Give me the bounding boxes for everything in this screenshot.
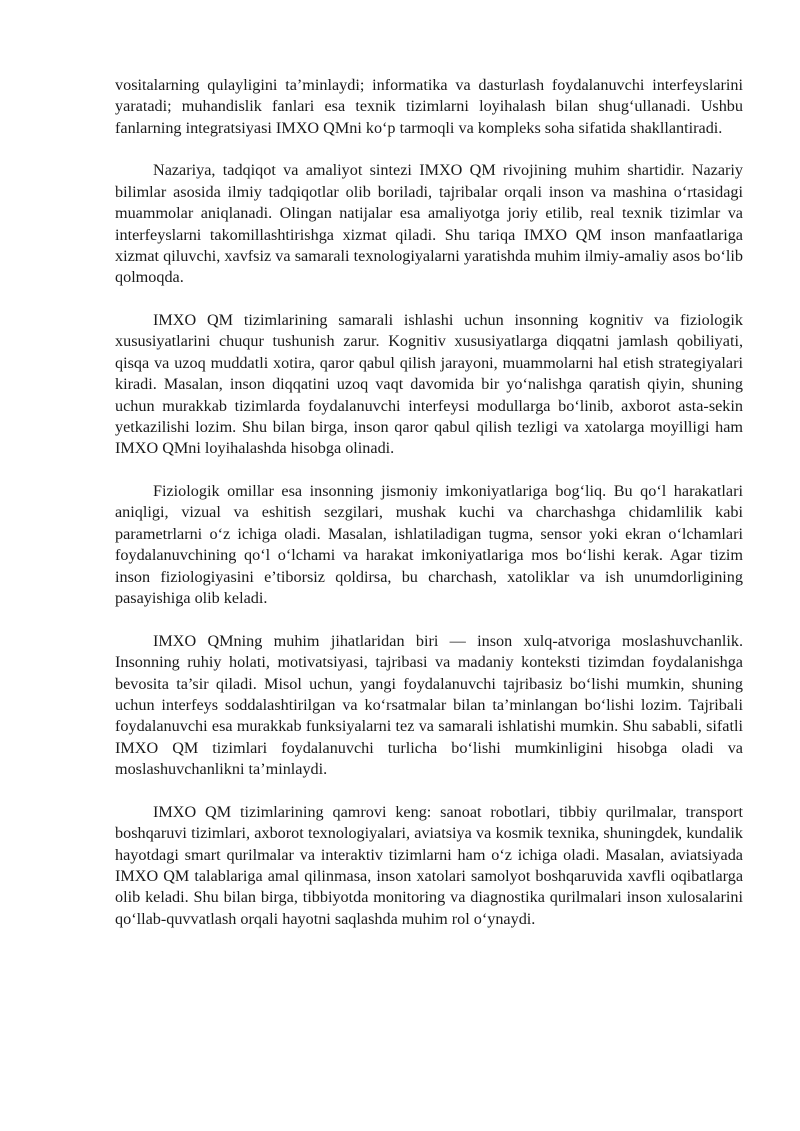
paragraph-theory-research-practice: Nazariya, tadqiqot va amaliyot sintezi IMXO QM rivojining muhim shartidir. Nazariy bilimlar asosida ilmiy tadqiqotlar olib boriladi, tajribalar orqali inson va mashina o‘rtasidagi muammolar aniqlanadi. Olingan natijalar esa amaliyotga joriy etilib, real texnik tizimlar va interfeyslarni takomillashtirishga xizmat qiladi. Shu tariqa IMXO QM inson manfaatlariga xizmat qiluvchi, xavfsiz va samarali texnologiyalarni yaratishda muhim ilmiy-amaliy asos bo‘lib qolmoqda. <box>115 161 743 287</box>
paragraph-application-scope: IMXO QM tizimlarining qamrovi keng: sanoat robotlari, tibbiy qurilmalar, transport boshqaruvi tizimlari, axborot texnologiyalari, aviatsiya va kosmik texnika, shuningdek, kundalik hayotdagi smart qurilmalar va interaktiv tizimlarni ham o‘z ichiga oladi. Masalan, aviatsiyada IMXO QM talablariga amal qilinmasa, inson xatolari samolyot boshqaruvida xavfli oqibatlarga olib keladi. Shu bilan birga, tibbiyotda monitoring va diagnostika qurilmalari inson xulosalarini qo‘llab-quvvatlash orqali hayotni saqlashda muhim rol o‘ynaydi. <box>115 802 743 928</box>
paragraph-cognitive-features: IMXO QM tizimlarining samarali ishlashi uchun insonning kognitiv va fiziologik xususiyatlarini chuqur tushunish zarur. Kognitiv xususiyatlarga diqqatni jamlash qobiliyati, qisqa va uzoq muddatli xotira, qaror qabul qilish jarayoni, muammolarni hal etish strategiyalari kiradi. Masalan, inson diqqatini uzoq vaqt davomida bir yo‘nalishga qaratish qiyin, shuning uchun murakkab tizimlarda foydalanuvchi interfeysi modullarga bo‘linib, axborot asta-sekin yetkazilishi lozim. Shu bilan birga, inson qaror qabul qilish tezligi va xatolarga moyilligi ham IMXO QMni loyihalashda hisobga olinadi. <box>115 311 743 458</box>
document-body <box>115 75 743 951</box>
paragraph-continuation: vositalarning qulayligini ta’minlaydi; informatika va dasturlash foydalanuvchi interfeyslarini yaratadi; muhandislik fanlari esa texnik tizimlarni loyihalash bilan shug‘ullanadi. Ushbu fanlarning integratsiyasi IMXO QMni ko‘p tarmoqli va kompleks soha sifatida shakllantiradi. <box>115 76 743 137</box>
paragraph-physiological-factors: Fiziologik omillar esa insonning jismoniy imkoniyatlariga bog‘liq. Bu qo‘l harakatlari aniqligi, vizual va eshitish sezgilari, mushak kuchi va charchashga chidamlilik kabi parametrlarni o‘z ichiga oladi. Masalan, ishlatiladigan tugma, sensor yoki ekran o‘lchamlari foydalanuvchining qo‘l o‘lchami va harakat imkoniyatlariga mos bo‘lishi kerak. Agar tizim inson fiziologiyasini e’tiborsiz qoldirsa, bu charchash, xatoliklar va ish unumdorligining pasayishiga olib keladi. <box>115 482 743 608</box>
paragraph-behavior-adaptability: IMXO QMning muhim jihatlaridan biri — inson xulq-atvoriga moslashuvchanlik. Insonning ruhiy holati, motivatsiyasi, tajribasi va madaniy konteksti tizimdan foydalanishga bevosita ta’sir qiladi. Misol uchun, yangi foydalanuvchi tajribasiz bo‘lishi mumkin, shuning uchun interfeys soddalashtirilgan va ko‘rsatmalar bilan ta’minlangan bo‘lishi lozim. Tajribali foydalanuvchi esa murakkab funksiyalarni tez va samarali ishlatishi mumkin. Shu sababli, sifatli IMXO QM tizimlari foydalanuvchi turlicha bo‘lishi mumkinligini hisobga oladi va moslashuvchanlikni ta’minlaydi. <box>115 631 743 779</box>
